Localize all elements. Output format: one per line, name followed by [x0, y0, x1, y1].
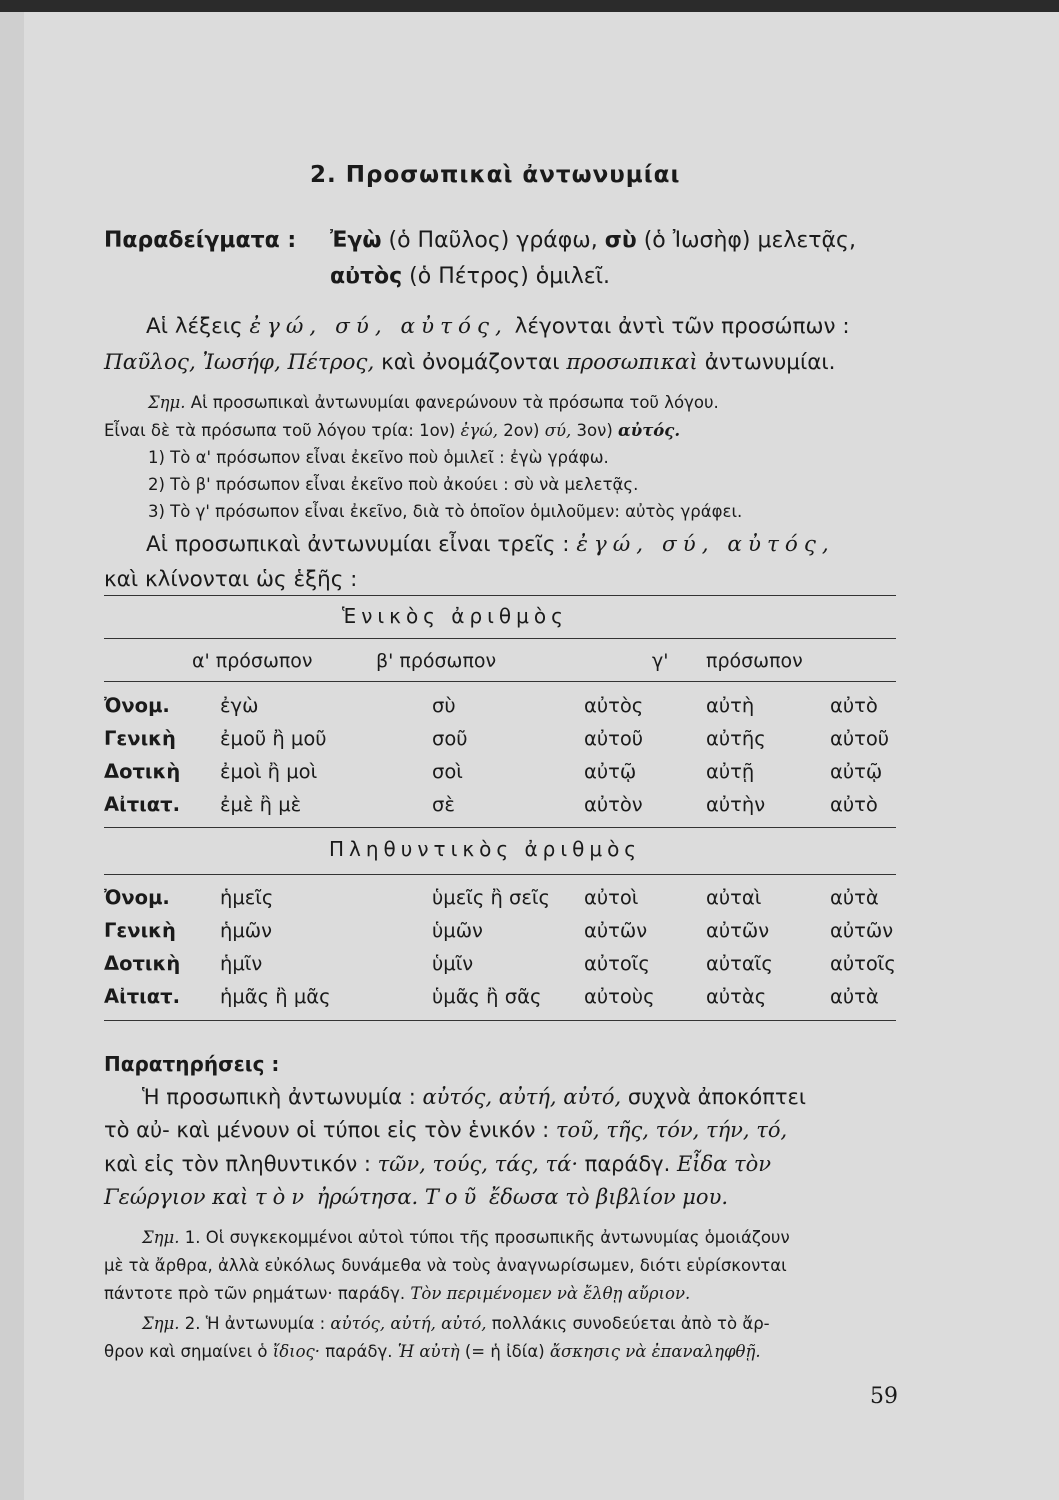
text-run: 1. Οἱ συγκεκομμένοι αὐτοὶ τύποι τῆς προσωπικῆς ἀντωνυμίας ὁμοιάζουν — [179, 1228, 790, 1247]
text-run: 2ον) — [498, 421, 545, 440]
text-run: τῶν, τούς, τάς, τά· — [377, 1152, 578, 1176]
col-header-second-person: β' πρόσωπον — [376, 650, 497, 672]
table-cell: αὐτῷ — [830, 760, 883, 783]
table-cell: αὐτῶν — [584, 919, 648, 942]
text-run: Εἶδα τὸν — [676, 1152, 772, 1176]
text-run: ἠρώτησα. — [310, 1185, 425, 1209]
observations-line-1 — [142, 1085, 806, 1109]
text-run: συχνὰ ἀποκόπτει — [621, 1085, 806, 1109]
observations-line-4 — [104, 1185, 728, 1209]
table-cell: ἡμῶν — [220, 919, 272, 942]
text-run: πάντοτε πρὸ τῶν ρημάτων· παράδγ. — [104, 1284, 411, 1303]
text-run: ἐγώ, — [460, 421, 498, 440]
table-cell: αὐτὰ — [830, 985, 879, 1008]
table-cell: σὲ — [432, 793, 455, 816]
table-cell: ἡμῖν — [220, 952, 263, 975]
table-cell: αὐτῇ — [706, 760, 755, 783]
text-run: (= ἡ ἰδία) — [459, 1342, 550, 1361]
book-page — [24, 12, 1059, 1500]
table-cell: αὐτὰς — [706, 985, 767, 1008]
text-run: ἄσκησις νὰ ἐπαναληφθῇ. — [549, 1342, 761, 1361]
case-label: Ὀνομ. — [104, 886, 170, 909]
table-rule — [104, 827, 896, 828]
table-cell: αὐτὰ — [830, 886, 879, 909]
col-header-third-person: πρόσωπον — [706, 650, 803, 672]
text-run: (ὁ Παῦλος) γράφω, — [381, 228, 605, 253]
note-line-2 — [104, 421, 680, 440]
table-cell: ὑμῶν — [432, 919, 483, 942]
text-run: τὸν — [255, 1185, 311, 1209]
table-cell: αὐτὴ — [706, 694, 755, 717]
text-run: καὶ εἰς τὸν πληθυντικόν : — [104, 1152, 378, 1176]
table-cell: αὐταῖς — [706, 952, 773, 975]
text-run: Παῦλος, Ἰωσήφ, Πέτρος, — [104, 350, 375, 375]
table-cell: σὺ — [432, 694, 456, 717]
text-run: Ἡ αὐτὴ — [397, 1342, 460, 1361]
col-header-third-person-num: γ' — [652, 650, 669, 672]
page-number: 59 — [870, 1384, 898, 1409]
text-run: καὶ κλίνονται ὡς ἑξῆς : — [104, 567, 358, 592]
table-cell: αὐτῆς — [706, 727, 766, 750]
case-label: Γενικὴ — [104, 919, 176, 942]
examples-line-1 — [330, 228, 856, 253]
text-run: (ὁ Ἰωσὴφ) μελετᾷς, — [636, 228, 856, 253]
table-cell: αὐτοῖς — [830, 952, 896, 975]
table-cell: σοῦ — [432, 727, 468, 750]
table-cell: αὐταὶ — [706, 886, 762, 909]
observations-label: Παρατηρήσεις : — [104, 1052, 280, 1076]
table-rule — [104, 1020, 896, 1021]
table-cell: αὐτῷ — [584, 760, 637, 783]
text-run: αὐτός, αὐτή, αὐτό, — [422, 1085, 622, 1109]
case-label: Αἰτιατ. — [104, 985, 180, 1008]
observations-line-2 — [104, 1118, 787, 1142]
text-run: Αἱ προσωπικαὶ ἀντωνυμίαι εἶναι τρεῖς : — [146, 532, 577, 557]
examples-line-2 — [330, 264, 610, 289]
table-cell: ὑμᾶς ἢ σᾶς — [432, 985, 542, 1008]
text-run: Σημ. — [148, 393, 186, 412]
singular-title: Ἑνικὸς ἀριθμὸς — [342, 604, 568, 628]
table-cell: αὐτοὺς — [584, 985, 655, 1008]
paragraph-1-line-2 — [104, 350, 836, 375]
note-line-1 — [148, 393, 719, 412]
examples-label: Παραδείγματα : — [104, 228, 297, 253]
note-line-4 — [148, 475, 638, 494]
table-cell: αὐτοὶ — [584, 886, 639, 909]
text-run: ἴδιος· — [272, 1342, 321, 1361]
observations-line-3 — [104, 1152, 771, 1176]
table-cell: αὐτῶν — [830, 919, 894, 942]
text-run: τὸ αὐ- καὶ μένουν οἱ τύποι εἰς τὸν ἑνικόν : — [104, 1118, 556, 1142]
text-run: θρον καὶ σημαίνει ὁ — [104, 1342, 273, 1361]
note2-line-3 — [104, 1284, 690, 1303]
table-cell: αὐτὸ — [830, 694, 878, 717]
table-rule — [104, 638, 896, 639]
text-run: Σημ. — [142, 1314, 180, 1333]
text-run: σύ, — [544, 421, 572, 440]
text-run: 3) Τὸ γ' πρόσωπον εἶναι ἐκεῖνο, διὰ τὸ ὁποῖον ὁμιλοῦμεν: αὐτὸς γράφει. — [148, 502, 743, 521]
text-run: ἔδωσα τὸ βιβλίον μου. — [482, 1185, 729, 1209]
table-rule — [104, 874, 896, 875]
paragraph-2-line-1 — [146, 532, 835, 557]
text-run: ἐγώ, σύ, αὐτός, — [249, 314, 508, 339]
case-label: Δοτικὴ — [104, 760, 181, 783]
text-run: Σημ. — [142, 1228, 180, 1247]
text-run: ἐγώ, σύ, αὐτός, — [576, 532, 835, 557]
text-run: παράδγ. — [578, 1152, 677, 1176]
text-run: Γεώργιον καὶ — [104, 1185, 256, 1209]
text-run: προσωπικαὶ — [566, 350, 698, 375]
text-run: 1) Τὸ α' πρόσωπον εἶναι ἐκεῖνο ποὺ ὁμιλεῖ : ἐγὼ γράφω. — [148, 448, 609, 467]
table-cell: ὑμῖν — [432, 952, 474, 975]
text-run: τοῦ, τῆς, τόν, τήν, τό, — [555, 1118, 788, 1142]
table-cell: αὐτὸς — [584, 694, 644, 717]
note2-line-5 — [104, 1342, 761, 1361]
case-label: Δοτικὴ — [104, 952, 181, 975]
text-run: ἀντωνυμίαι. — [697, 350, 836, 375]
paragraph-2-line-2 — [104, 567, 357, 592]
table-cell: αὐτοῖς — [584, 952, 650, 975]
paragraph-1-line-1 — [146, 314, 850, 339]
table-rule — [104, 595, 896, 596]
table-cell: αὐτὸ — [830, 793, 878, 816]
note-line-3 — [148, 448, 609, 467]
table-cell: ὑμεῖς ἢ σεῖς — [432, 886, 550, 909]
table-rule — [104, 681, 896, 682]
text-run: Τοῦ — [424, 1185, 483, 1209]
col-header-first-person: α' πρόσωπον — [192, 650, 313, 672]
text-run: μὲ τὰ ἄρθρα, ἀλλὰ εὐκόλως δυνάμεθα νὰ τοὺς ἀναγνωρίσωμεν, διότι εὑρίσκονται — [104, 1256, 787, 1275]
text-run: Ἐγὼ — [330, 228, 382, 253]
table-cell: ἐμοὶ ἢ μοὶ — [220, 760, 318, 783]
text-run: αὐτός, αὐτή, αὐτό, — [330, 1314, 487, 1333]
text-run: Ἡ προσωπικὴ ἀντωνυμία : — [142, 1085, 423, 1109]
facing-page-edge — [0, 12, 26, 1500]
text-run: αὐτὸς — [330, 264, 403, 289]
table-cell: ἡμεῖς — [220, 886, 274, 909]
note2-line-1 — [142, 1228, 790, 1247]
table-cell: σοὶ — [432, 760, 463, 783]
case-label: Ὀνομ. — [104, 694, 170, 717]
note2-line-2 — [104, 1256, 787, 1275]
text-run: 2) Τὸ β' πρόσωπον εἶναι ἐκεῖνο ποὺ ἀκούει : σὺ νὰ μελετᾷς. — [148, 475, 639, 494]
table-cell: αὐτῶν — [706, 919, 770, 942]
text-run: Τὸν περιμένομεν νὰ ἔλθῃ αὔριον. — [410, 1284, 691, 1303]
text-run: 2. Ἡ ἀντωνυμία : — [179, 1314, 331, 1333]
text-run: αὐτός. — [618, 421, 681, 440]
case-label: Αἰτιατ. — [104, 793, 180, 816]
text-run: Αἱ λέξεις — [146, 314, 250, 339]
table-cell: αὐτοῦ — [584, 727, 644, 750]
text-run: 3ον) — [571, 421, 619, 440]
text-run: πολλάκις συνοδεύεται ἀπὸ τὸ ἄρ- — [486, 1314, 770, 1333]
table-cell: ἐγὼ — [220, 694, 259, 717]
table-cell: αὐτοῦ — [830, 727, 890, 750]
note-line-5 — [148, 502, 742, 521]
text-run: Αἱ προσωπικαὶ ἀντωνυμίαι φανερώνουν τὰ πρόσωπα τοῦ λόγου. — [185, 393, 719, 412]
table-cell: αὐτὴν — [706, 793, 766, 816]
text-run: Εἶναι δὲ τὰ πρόσωπα τοῦ λόγου τρία: 1ον) — [104, 421, 461, 440]
text-run: παράδγ. — [320, 1342, 398, 1361]
table-cell: αὐτὸν — [584, 793, 643, 816]
table-cell: ἐμὲ ἢ μὲ — [220, 793, 302, 816]
case-label: Γενικὴ — [104, 727, 176, 750]
table-cell: ἐμοῦ ἢ μοῦ — [220, 727, 327, 750]
table-cell: ἡμᾶς ἢ μᾶς — [220, 985, 331, 1008]
text-run: σὺ — [604, 228, 637, 253]
text-run: καὶ ὀνομάζονται — [374, 350, 567, 375]
plural-title: Πληθυντικὸς ἀριθμὸς — [329, 837, 642, 861]
section-heading: 2. Προσωπικαὶ ἀντωνυμίαι — [310, 162, 681, 188]
text-run: λέγονται ἀντὶ τῶν προσώπων : — [507, 314, 850, 339]
note2-line-4 — [142, 1314, 770, 1333]
text-run: (ὁ Πέτρος) ὁμιλεῖ. — [402, 264, 611, 289]
